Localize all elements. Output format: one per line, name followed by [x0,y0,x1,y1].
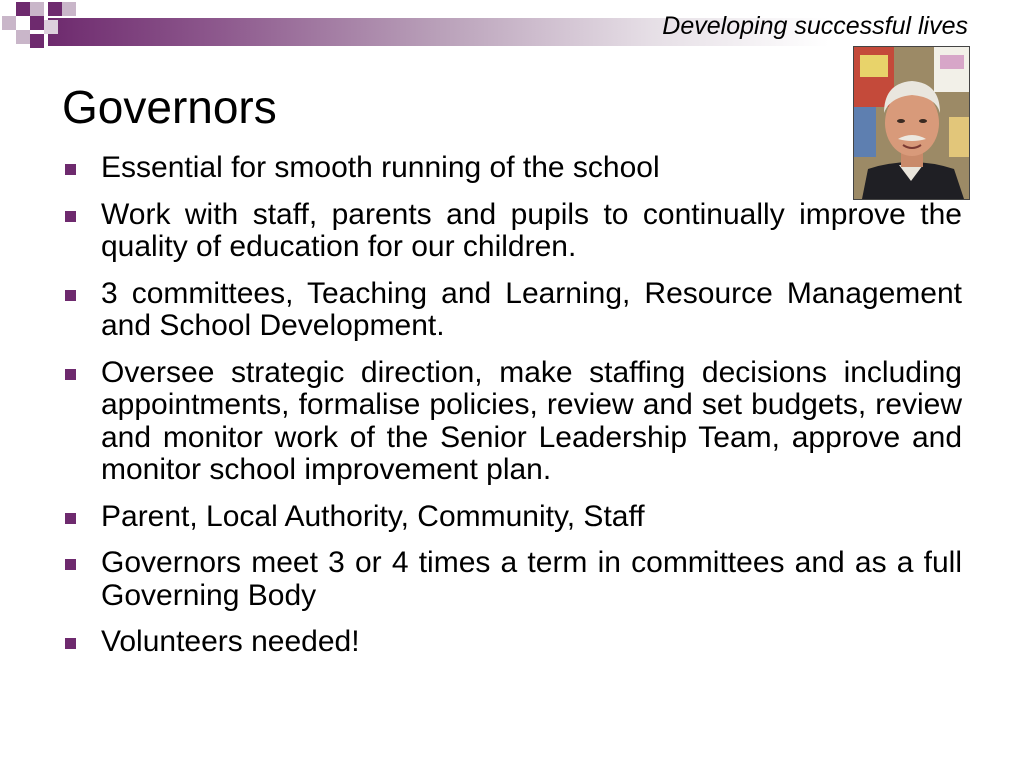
decor-square [2,16,16,30]
list-item [62,501,962,534]
list-item [62,357,962,487]
slide-title: Governors [62,81,277,133]
decor-square [48,2,62,16]
decor-square [30,16,44,30]
bullet-text: Essential for smooth running of the school [101,151,660,184]
list-item [62,152,962,185]
list-item [62,626,962,659]
decor-square [30,34,44,48]
decor-square [16,30,30,44]
bullet-text: Parent, Local Authority, Community, Staff [101,499,645,533]
decor-square [16,2,30,16]
square-bullet-icon [65,559,76,570]
bullet-list [62,152,962,673]
bullet-text: Oversee strategic direction, make staffing decisions including appointments, formalise policies, review and set budgets, review and monitor work of the Senior Leadership Team, approve and monitor school improvement plan. [101,355,962,486]
list-item [62,199,962,264]
list-item [62,278,962,343]
square-bullet-icon [65,369,76,380]
bullet-text: Volunteers needed! [101,625,360,658]
decor-square [44,20,58,34]
bullet-text: 3 committees, Teaching and Learning, Resource Management and School Development. [101,276,962,342]
square-bullet-icon [65,290,76,301]
header-tagline: Developing successful lives [662,12,968,40]
bullet-text: Work with staff, parents and pupils to continually improve the quality of education for our children. [101,197,962,263]
decor-square [62,2,76,16]
square-bullet-icon [65,638,76,649]
decor-square [30,2,44,16]
bullet-text: Governors meet 3 or 4 times a term in committees and as a full Governing Body [101,546,962,612]
square-bullet-icon [65,164,76,175]
square-bullet-icon [65,211,76,222]
square-bullet-icon [65,513,76,524]
list-item [62,547,962,612]
